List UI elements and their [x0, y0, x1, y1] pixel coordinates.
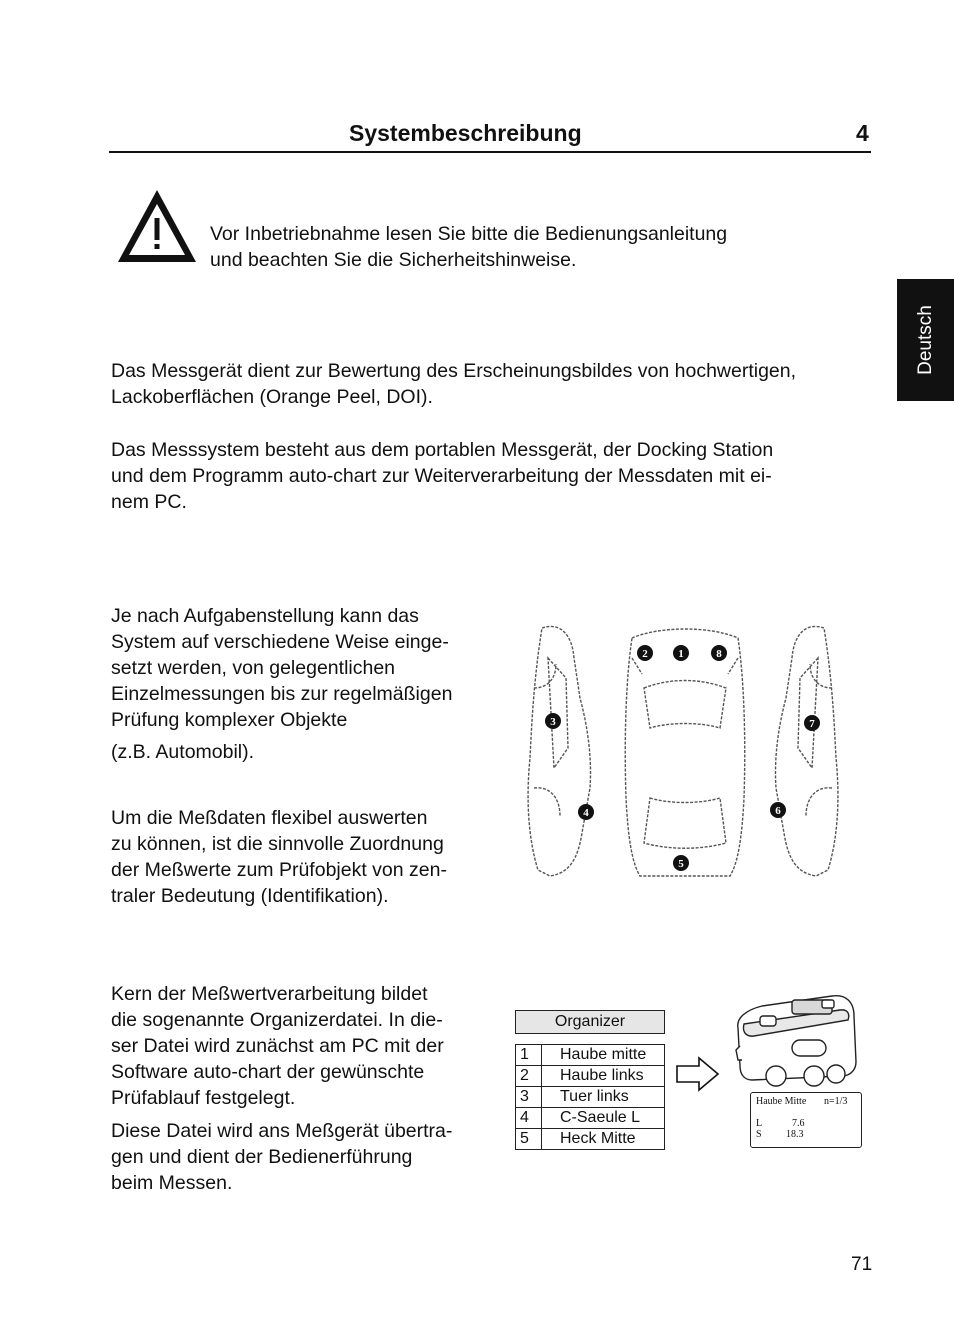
text-line: Das Messgerät dient zur Bewertung des Erscheinungsbildes von hochwertigen,	[111, 360, 797, 382]
chapter-number: 4	[856, 120, 869, 146]
text-line: und dem Programm auto-chart zur Weiterverarbeitung der Messdaten mit ei-	[111, 465, 772, 487]
page-title: Systembeschreibung	[349, 120, 582, 146]
text-line: zu können, ist die sinnvolle Zuordnung	[111, 833, 444, 855]
text-line: Diese Datei wird ans Meßgerät übertra-	[111, 1120, 453, 1142]
row-label: Tuer links	[542, 1087, 665, 1108]
row-number: 4	[516, 1108, 542, 1129]
display-s-value: 18.3	[786, 1129, 804, 1140]
text-line: beim Messen.	[111, 1172, 233, 1194]
marker-4: 4	[583, 807, 589, 819]
display-count: n=1/3	[824, 1096, 848, 1107]
marker-1: 1	[678, 648, 684, 660]
warning-line: Vor Inbetriebnahme lesen Sie bitte die Bedienungsanleitung	[210, 223, 728, 245]
text-line: traler Bedeutung (Identifikation).	[111, 885, 389, 907]
text-line: Software auto-chart der gewünschte	[111, 1061, 425, 1083]
table-row	[516, 1129, 665, 1150]
text-line: gen und dient der Bedienerführung	[111, 1146, 413, 1168]
device-display	[750, 1092, 862, 1148]
table-row	[516, 1066, 665, 1087]
marker-8: 8	[716, 648, 722, 660]
marker-5: 5	[678, 858, 684, 870]
warning-text	[210, 221, 727, 273]
table-row	[516, 1108, 665, 1129]
text-line: die sogenannte Organizerdatei. In die-	[111, 1009, 443, 1031]
row-number: 5	[516, 1129, 542, 1150]
row-label: Haube mitte	[542, 1045, 665, 1066]
organizer-paragraph	[111, 981, 444, 1111]
usage-paragraph	[111, 603, 452, 765]
organizer-title: Organizer	[515, 1010, 665, 1034]
text-line: nem PC.	[111, 491, 187, 513]
text-line: Lackoberflächen (Orange Peel, DOI).	[111, 386, 433, 408]
header-divider	[109, 151, 871, 153]
measuring-device-illustration	[732, 990, 864, 1092]
row-label: C-Saeule L	[542, 1108, 665, 1129]
organizer-table	[515, 1044, 665, 1150]
warning-line: und beachten Sie die Sicherheitshinweise.	[210, 249, 577, 271]
language-tab	[897, 279, 954, 401]
marker-3: 3	[550, 716, 556, 728]
text-line: ser Datei wird zunächst am PC mit der	[111, 1035, 444, 1057]
display-s-label: S	[756, 1129, 762, 1140]
marker-7: 7	[809, 718, 815, 730]
identification-paragraph	[111, 805, 447, 909]
text-line: setzt werden, von gelegentlichen	[111, 657, 396, 679]
car-measurement-diagram	[520, 618, 846, 886]
row-number: 3	[516, 1087, 542, 1108]
text-line: Kern der Meßwertverarbeitung bildet	[111, 983, 428, 1005]
row-label: Haube links	[542, 1066, 665, 1087]
text-line: (z.B. Automobil).	[111, 741, 255, 763]
text-line: der Meßwerte zum Prüfobjekt von zen-	[111, 859, 447, 881]
text-line: Einzelmessungen bis zur regelmäßigen	[111, 683, 453, 705]
text-line: System auf verschiedene Weise einge-	[111, 631, 449, 653]
marker-6: 6	[775, 805, 781, 817]
transfer-paragraph	[111, 1118, 452, 1196]
intro-paragraph	[111, 358, 796, 410]
row-number: 2	[516, 1066, 542, 1087]
table-row	[516, 1087, 665, 1108]
row-label: Heck Mitte	[542, 1129, 665, 1150]
text-line: Je nach Aufgabenstellung kann das	[111, 605, 419, 627]
marker-2: 2	[642, 648, 648, 660]
row-number: 1	[516, 1045, 542, 1066]
display-location: Haube Mitte	[756, 1096, 807, 1107]
arrow-right-icon	[675, 1056, 721, 1092]
table-row	[516, 1045, 665, 1066]
text-line: Das Messsystem besteht aus dem portablen Messgerät, der Docking Station	[111, 439, 774, 461]
text-line: Prüfablauf festgelegt.	[111, 1087, 296, 1109]
text-line: Um die Meßdaten flexibel auswerten	[111, 807, 428, 829]
warning-triangle-icon	[116, 188, 198, 266]
system-paragraph	[111, 437, 773, 515]
page-number: 71	[851, 1254, 873, 1275]
display-l-label: L	[756, 1118, 763, 1129]
display-l-value: 7.6	[792, 1118, 805, 1129]
language-tab-label: Deutsch	[914, 305, 936, 375]
text-line: Prüfung komplexer Objekte	[111, 709, 348, 731]
